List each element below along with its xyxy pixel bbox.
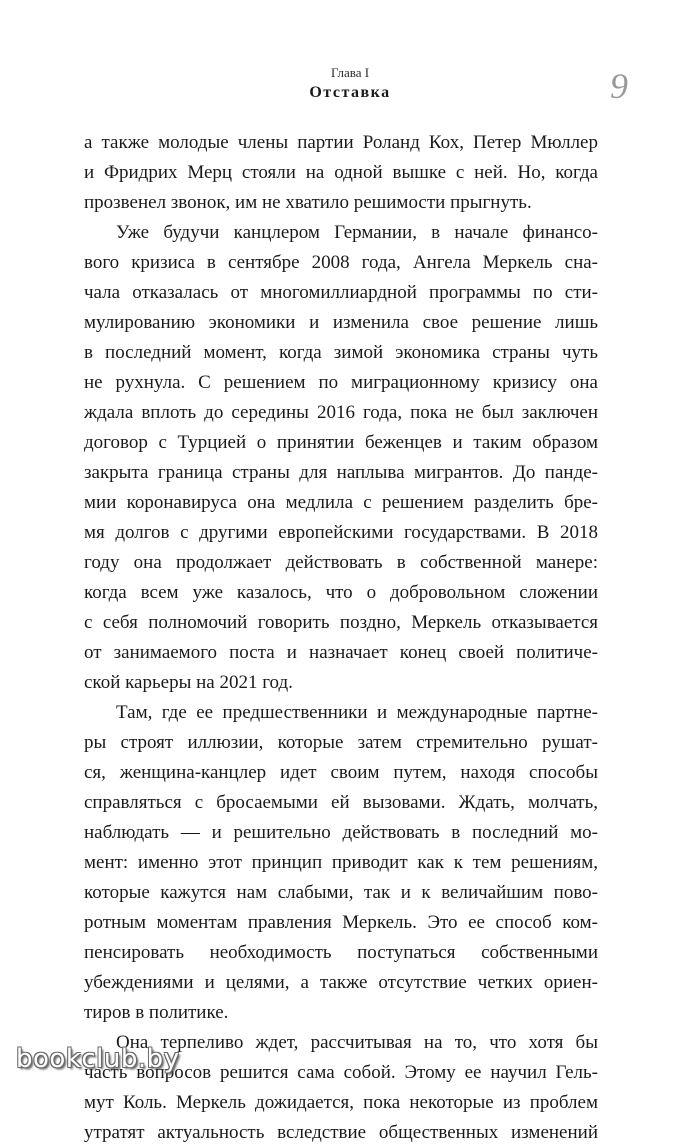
text-line: наблюдать — и решительно действовать в последний мо- [84,822,598,843]
text-line: году она продолжает действовать в собственной манере: [84,552,598,573]
watermark: bookclub.by [16,1044,180,1074]
chapter-title: Отставка [309,84,391,101]
running-head [0,64,700,104]
text-line: Она терпеливо ждет, рассчитывая на то, что хотя бы [116,1032,598,1053]
text-line: ся, женщина-канцлер идет своим путем, находя способы [84,762,598,783]
text-line: от занимаемого поста и назначает конец своей политиче- [84,642,598,663]
text-line: мут Коль. Меркель дожидается, пока некоторые из проблем [84,1092,598,1113]
text-line: Уже будучи канцлером Германии, в начале финансо- [116,222,598,243]
text-line: пенсировать необходимость поступаться собственными [84,942,598,963]
text-line: прозвенел звонок, им не хватило решимости прыгнуть. [84,192,532,213]
text-line: договор с Турцией о принятии беженцев и таким образом [84,432,598,453]
text-line: а также молодые члены партии Роланд Кох, Петер Мюллер [84,132,598,153]
text-line: с себя полномочий говорить поздно, Меркель отказывается [84,612,598,633]
text-line: мент: именно этот принцип приводит как к тем решениям, [84,852,598,873]
text-line: мулированию экономики и изменила свое решение лишь [84,312,598,333]
text-line: вого кризиса в сентябре 2008 года, Ангела Меркель сна- [84,252,598,273]
text-line: мии коронавируса она медлила с решением разделить бре- [84,492,598,513]
text-line: ждала вплоть до середины 2016 года, пока не был заключен [84,402,598,423]
text-line: часть вопросов решится сама собой. Этому ее научил Гель- [84,1062,598,1083]
text-line: когда всем уже казалось, что о добровольном сложении [84,582,598,603]
text-line: мя долгов с другими европейскими государствами. В 2018 [84,522,598,543]
chapter-label: Глава I [330,65,370,80]
text-line: утратят актуальность вследствие общественных изменений [84,1122,598,1143]
text-line: Там, где ее предшественники и международные партне- [116,702,598,723]
text-line: которые кажутся нам слабыми, так и к величайшим пово- [84,882,598,903]
text-line: и Фридрих Мерц стояли на одной вышке с ней. Но, когда [84,162,598,183]
body-text [84,128,598,1148]
text-line: справляться с бросаемыми ей вызовами. Ждать, молчать, [84,792,598,813]
text-line: убеждениями и целями, а также отсутствие четких ориен- [84,972,598,993]
page-number: 9 [610,66,628,106]
text-line: чала отказалась от многомиллиардной программы по сти- [84,282,598,303]
text-line: тиров в политике. [84,1002,229,1023]
text-line: ротным моментам правления Меркель. Это ее способ ком- [84,912,598,933]
text-line: не рухнула. С решением по миграционному кризису она [84,372,598,393]
text-line: в последний момент, когда зимой экономика страны чуть [84,342,598,363]
text-line: ры строят иллюзии, которые затем стремительно рушат- [84,732,598,753]
text-line: ской карьеры на 2021 год. [84,672,293,693]
text-line: закрыта граница страны для наплыва мигрантов. До панде- [84,462,598,483]
